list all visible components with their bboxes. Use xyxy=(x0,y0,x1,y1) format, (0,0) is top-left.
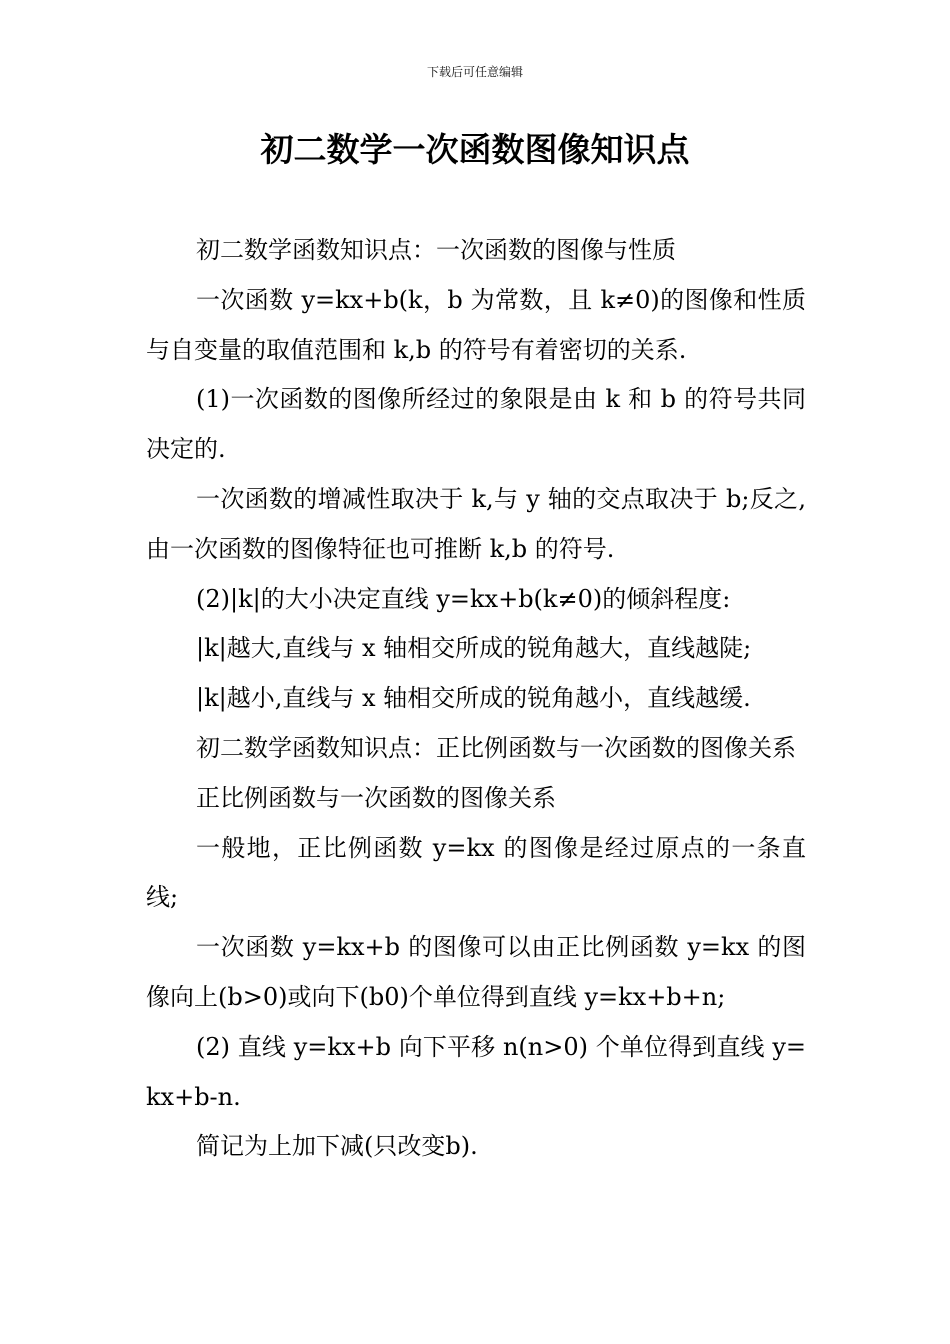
paragraph-summary: 简记为上加下减(只改变b). xyxy=(196,1132,478,1161)
paragraph-subheading-relation: 正比例函数与一次函数的图像关系 xyxy=(196,783,556,812)
paragraph-translation-down: (2) 直线 y=kx+b 向下平移 n(n>0) 个单位得到直线 y=kx+b-n. xyxy=(146,1032,806,1111)
paragraph-steeper-line: |k|越大,直线与 x 轴相交所成的锐角越大，直线越陡; xyxy=(196,634,752,663)
paragraph-proportional-line: 一般地，正比例函数 y=kx 的图像是经过原点的一条直线; xyxy=(146,833,806,912)
paragraph-gentler-line: |k|越小,直线与 x 轴相交所成的锐角越小，直线越缓. xyxy=(196,684,751,713)
document-title: 初二数学一次函数图像知识点 xyxy=(260,130,690,169)
paragraph-slope-magnitude: (2)|k|的大小决定直线 y=kx+b(k≠0)的倾斜程度: xyxy=(196,584,731,613)
paragraph-linear-function-intro: 一次函数 y=kx+b(k，b 为常数，且 k≠0)的图像和性质与自变量的取值范围和 k,b 的符号有着密切的关系. xyxy=(146,285,806,364)
paragraph-quadrant-rule: (1)一次函数的图像所经过的象限是由 k 和 b 的符号共同决定的. xyxy=(146,385,806,464)
paragraph-section-heading-1: 初二数学函数知识点：一次函数的图像与性质 xyxy=(196,236,676,264)
paragraph-monotonicity: 一次函数的增减性取决于 k,与 y 轴的交点取决于 b;反之,由一次函数的图像特征也可推断 k,b 的符号. xyxy=(146,484,806,563)
document-body xyxy=(146,226,806,1172)
header-note: 下载后可任意编辑 xyxy=(426,65,523,79)
paragraph-section-heading-2: 初二数学函数知识点：正比例函数与一次函数的图像关系 xyxy=(196,733,796,762)
paragraph-translation-up: 一次函数 y=kx+b 的图像可以由正比例函数 y=kx 的图像向上(b>0)或向下(b0)个单位得到直线 y=kx+b+n; xyxy=(146,933,806,1011)
